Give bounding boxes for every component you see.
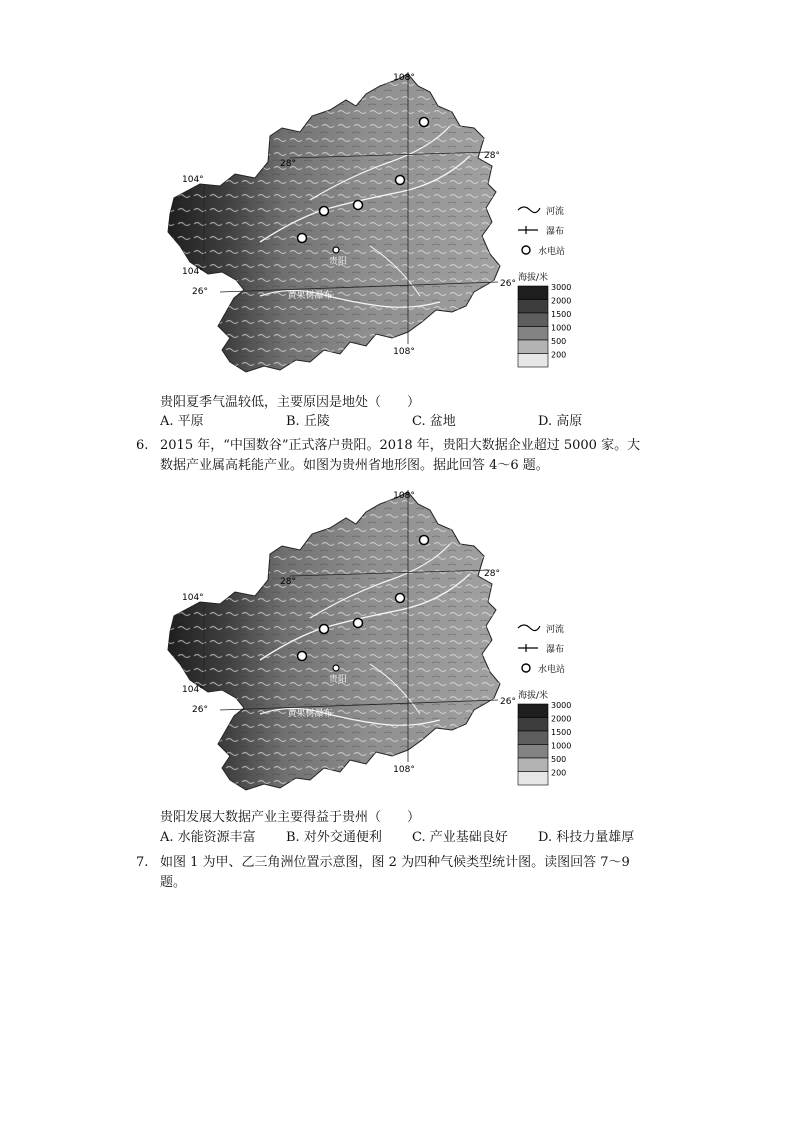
legend-station-label: 水电站 <box>538 247 566 257</box>
q6-option-a[interactable]: A. 水能资源丰富 <box>160 830 256 845</box>
elevation-value-label: 500 <box>551 755 567 764</box>
lat28-label-left: 28° <box>280 577 296 587</box>
lat28-label-right: 28° <box>484 569 500 579</box>
elevation-value-label: 2000 <box>551 714 572 724</box>
city-marker <box>333 665 339 671</box>
guizhou-terrain-map-2 <box>160 484 580 802</box>
legend-waterfall-label: 瀑布 <box>546 227 565 237</box>
city-label: 贵阳 <box>328 257 348 267</box>
elevation-value-label: 200 <box>551 768 567 778</box>
lat28-label-right: 28° <box>484 151 500 161</box>
legend-elev-title: 海拔/米 <box>518 273 549 283</box>
q7-number: 7. <box>136 855 149 870</box>
city-label: 贵阳 <box>328 675 348 685</box>
city-marker <box>333 247 339 253</box>
q5-options <box>160 414 582 430</box>
elevation-swatch <box>518 731 548 745</box>
lat26-label-left: 26° <box>192 705 208 715</box>
legend-elev-title: 海拔/米 <box>518 691 549 701</box>
q6-line1: 2015 年，“中国数谷”正式落户贵阳。2018 年，贵阳大数据企业超过 5000 家。大 <box>160 438 641 453</box>
elevation-swatch <box>518 758 548 772</box>
elevation-swatch <box>518 354 548 368</box>
lat26-label-left: 26° <box>192 287 208 297</box>
elevation-swatch <box>518 300 548 314</box>
elevation-legend-bar <box>518 283 571 367</box>
q7-line1: 如图 1 为甲、乙三角洲位置示意图，图 2 为四种气候类型统计图。读图回答 7～9 <box>160 855 630 870</box>
lat28-label-left: 28° <box>280 159 296 169</box>
elevation-swatch <box>518 772 548 786</box>
station-legend-icon <box>522 664 530 672</box>
waterfall-legend-icon <box>518 644 538 652</box>
q6-number: 6. <box>136 438 149 453</box>
elevation-swatch <box>518 704 548 718</box>
legend-station-label: 水电站 <box>538 665 566 675</box>
elevation-swatch <box>518 718 548 732</box>
q5-option-b[interactable]: B. 丘陵 <box>286 414 330 429</box>
waterfall-label: 黄果树瀑布 <box>287 291 333 301</box>
lon104-label-bottom: 104° <box>182 685 204 695</box>
q7-line2: 题。 <box>160 875 187 890</box>
guizhou-terrain-map <box>160 66 580 384</box>
elevation-swatch <box>518 745 548 759</box>
legend-river-label: 河流 <box>546 207 565 217</box>
legend-waterfall-label: 瀑布 <box>546 645 565 655</box>
lon104-label-top: 104° <box>182 175 204 185</box>
map-legend <box>518 623 571 785</box>
river-legend-icon <box>518 625 540 631</box>
elevation-value-label: 200 <box>551 350 567 360</box>
q5-stem: 贵阳夏季气温较低，主要原因是地处（ ） <box>160 395 421 410</box>
elevation-swatch <box>518 327 548 341</box>
q6-option-d[interactable]: D. 科技力量雄厚 <box>538 830 635 845</box>
q5-option-c[interactable]: C. 盆地 <box>412 414 456 429</box>
elevation-value-label: 1500 <box>551 310 572 319</box>
elevation-value-label: 1000 <box>551 323 572 333</box>
lon108-label: 108° <box>393 73 415 83</box>
lat26-label-right: 26° <box>500 697 516 707</box>
elevation-swatch <box>518 340 548 354</box>
q5-option-d[interactable]: D. 高原 <box>538 414 583 429</box>
waterfall-legend-icon <box>518 226 538 234</box>
elevation-value-label: 2000 <box>551 296 572 306</box>
station-legend-icon <box>522 246 530 254</box>
q6-option-b[interactable]: B. 对外交通便利 <box>286 830 382 845</box>
lon108-label-bottom: 108° <box>393 347 415 357</box>
legend-river-label: 河流 <box>546 625 565 635</box>
lon108-label-bottom: 108° <box>393 765 415 775</box>
q6-stem: 贵阳发展大数据产业主要得益于贵州（ ） <box>160 810 421 825</box>
lon104-label-top: 104° <box>182 593 204 603</box>
map-legend <box>518 205 571 367</box>
q5-option-a[interactable]: A. 平原 <box>160 414 204 429</box>
waterfall-label: 黄果树瀑布 <box>287 709 333 719</box>
elevation-value-label: 500 <box>551 337 567 346</box>
elevation-legend-bar <box>518 701 571 785</box>
q6-option-c[interactable]: C. 产业基础良好 <box>412 830 508 845</box>
lat26-label-right: 26° <box>500 279 516 289</box>
q6-line2: 数据产业属高耗能产业。如图为贵州省地形图。据此回答 4～6 题。 <box>160 458 549 473</box>
river-legend-icon <box>518 207 540 213</box>
elevation-swatch <box>518 313 548 327</box>
elevation-swatch <box>518 286 548 300</box>
elevation-value-label: 1500 <box>551 728 572 737</box>
lon104-label-bottom: 104° <box>182 267 204 277</box>
lon108-label: 108° <box>393 491 415 501</box>
elevation-value-label: 1000 <box>551 741 572 751</box>
elevation-value-label: 3000 <box>551 283 572 292</box>
q6-options <box>160 830 634 846</box>
elevation-value-label: 3000 <box>551 701 572 710</box>
